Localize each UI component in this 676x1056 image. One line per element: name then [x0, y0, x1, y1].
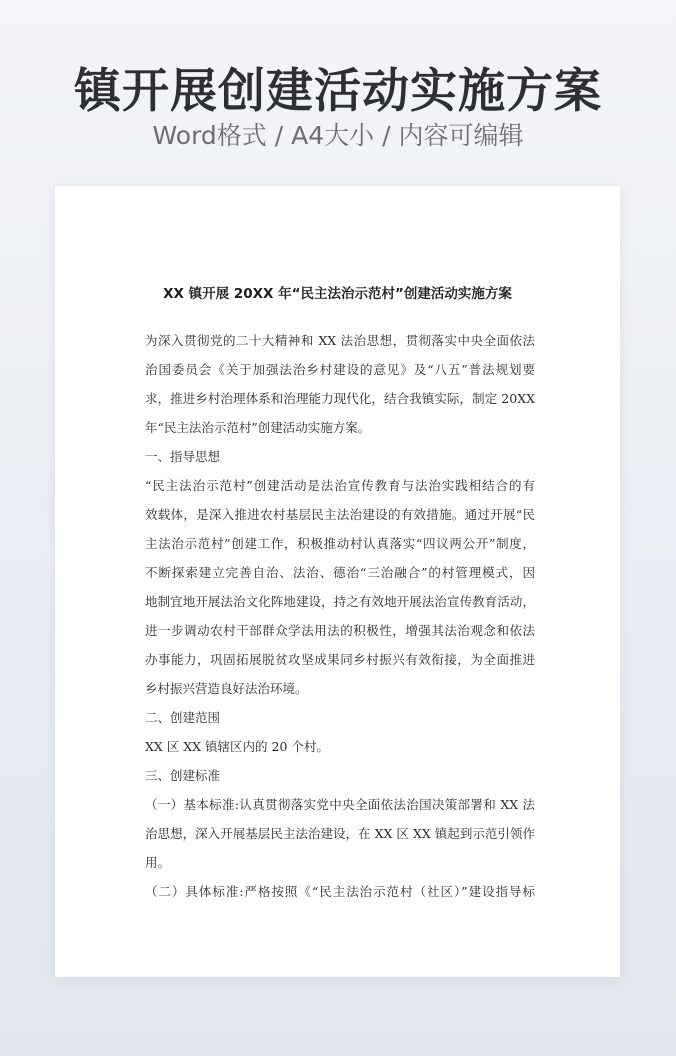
section-heading: 三、创建标准 [145, 768, 221, 783]
body-line: XX 区 XX 镇辖区内的 20 个村。 [145, 739, 329, 754]
section-heading: 一、指导思想 [145, 449, 221, 464]
body-line: 乡村振兴营造良好法治环境。 [145, 681, 308, 696]
section-heading: 二、创建范围 [145, 710, 221, 725]
body-line: 办事能力，巩固拓展脱贫攻坚成果同乡村振兴有效衔接，为全面推进 [145, 652, 535, 667]
body-line: 治国委员会《关于加强法治乡村建设的意见》及“八五”普法规划要 [145, 362, 535, 377]
body-line: 主法治示范村”创建工作，积极推动村认真落实“四议两公开”制度， [145, 536, 535, 551]
banner-subtitle: Word格式 / A4大小 / 内容可编辑 [152, 121, 524, 150]
body-line: 不断探索建立完善自治、法治、德治“三治融合”的村管理模式，因 [145, 565, 535, 580]
body-line: “民主法治示范村”创建活动是法治宣传教育与法治实践相结合的有 [145, 478, 535, 493]
body-line: 治思想，深入开展基层民主法治建设，在 XX 区 XX 镇起到示范引领作 [145, 826, 535, 841]
body-line: （一）基本标准:认真贯彻落实党中央全面依法治国决策部署和 XX 法 [145, 797, 535, 812]
body-line: 年“民主法治示范村”创建活动实施方案。 [145, 420, 371, 435]
body-line: 地制宜地开展法治文化阵地建设，持之有效地开展法治宣传教育活动， [145, 594, 535, 609]
document-body [145, 326, 535, 906]
body-line: 求，推进乡村治理体系和治理能力现代化，结合我镇实际，制定 20XX [145, 391, 535, 406]
body-line: 进一步调动农村干部群众学法用法的积极性，增强其法治观念和依法 [145, 623, 535, 638]
banner-title: 镇开展创建活动实施方案 [74, 64, 602, 119]
body-line: （二）具体标准:严格按照《“民主法治示范村（社区）”建设指导标 [145, 884, 535, 899]
document-title: XX 镇开展 20XX 年“民主法治示范村”创建活动实施方案 [163, 286, 512, 302]
document-page [55, 186, 620, 977]
body-line: 效载体，是深入推进农村基层民主法治建设的有效措施。通过开展“民 [145, 507, 535, 522]
body-line: 为深入贯彻党的二十大精神和 XX 法治思想，贯彻落实中央全面依法 [145, 333, 535, 348]
body-line: 用。 [145, 855, 171, 870]
